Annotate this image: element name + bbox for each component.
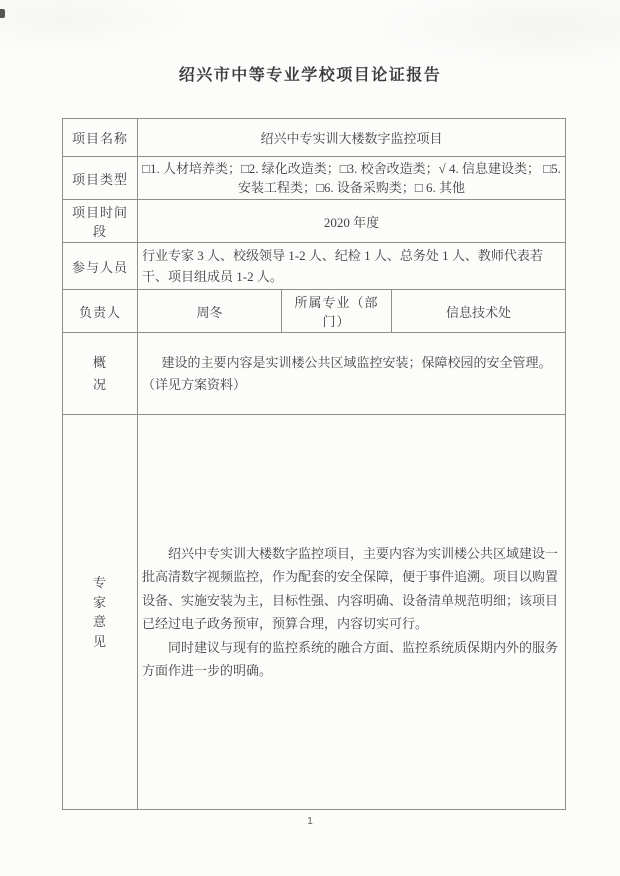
project-type-checklist: □1. 人材培养类；□2. 绿化改造类；□3. 校舍改造类；√ 4. 信息建设类； □5. 安装工程类；□6. 设备采购类；□ 6. 其他 — [138, 157, 566, 200]
leader-label: 负责人 — [63, 290, 138, 333]
row-project-period — [63, 200, 566, 243]
report-table — [62, 118, 566, 810]
participants-label: 参与人员 — [63, 243, 138, 290]
expert-opinion-paragraph-1: 绍兴中专实训大楼数字监控项目，主要内容为实训楼公共区域建设一批高清数字视频监控，作为配套的安全保障，便于事件追溯。项目以购置设备、实施安装为主，目标性强、内容明确、设备清单规范明细；该项目已经过电子政务预审，预算合理，内容切实可行。 — [142, 545, 559, 631]
row-expert-opinion — [63, 415, 566, 810]
leader-dept-value: 信息技术处 — [392, 290, 566, 333]
project-period-value: 2020 年度 — [138, 200, 566, 243]
row-leader — [63, 290, 566, 333]
overview-label: 概况 — [63, 333, 138, 415]
project-name-value: 绍兴中专实训大楼数字监控项目 — [138, 119, 566, 157]
expert-opinion-paragraph-2: 同时建议与现有的监控系统的融合方面、监控系统质保期内外的服务方面作进一步的明确。 — [142, 639, 559, 678]
scan-artifact-speck — [0, 9, 5, 18]
leader-value: 周冬 — [138, 290, 282, 333]
expert-opinion-label: 专家意见 — [63, 415, 138, 810]
row-project-type — [63, 157, 566, 200]
doc-title: 绍兴市中等专业学校项目论证报告 — [178, 67, 442, 84]
overview-value: 建设的主要内容是实训楼公共区域监控安装；保障校园的安全管理。（详见方案资料） — [138, 333, 566, 415]
participants-value: 行业专家 3 人、校级领导 1-2 人、纪检 1 人、总务处 1 人、教师代表若干、项目组成员 1-2 人。 — [138, 243, 566, 290]
row-participants — [63, 243, 566, 290]
row-project-name — [63, 119, 566, 157]
page-number: 1 — [307, 816, 313, 827]
leader-dept-label: 所属专业（部门） — [282, 290, 392, 333]
project-period-label: 项目时间段 — [63, 200, 138, 243]
row-overview — [63, 333, 566, 415]
project-type-label: 项目类型 — [63, 157, 138, 200]
expert-opinion-value — [138, 415, 566, 810]
project-name-label: 项目名称 — [63, 119, 138, 157]
